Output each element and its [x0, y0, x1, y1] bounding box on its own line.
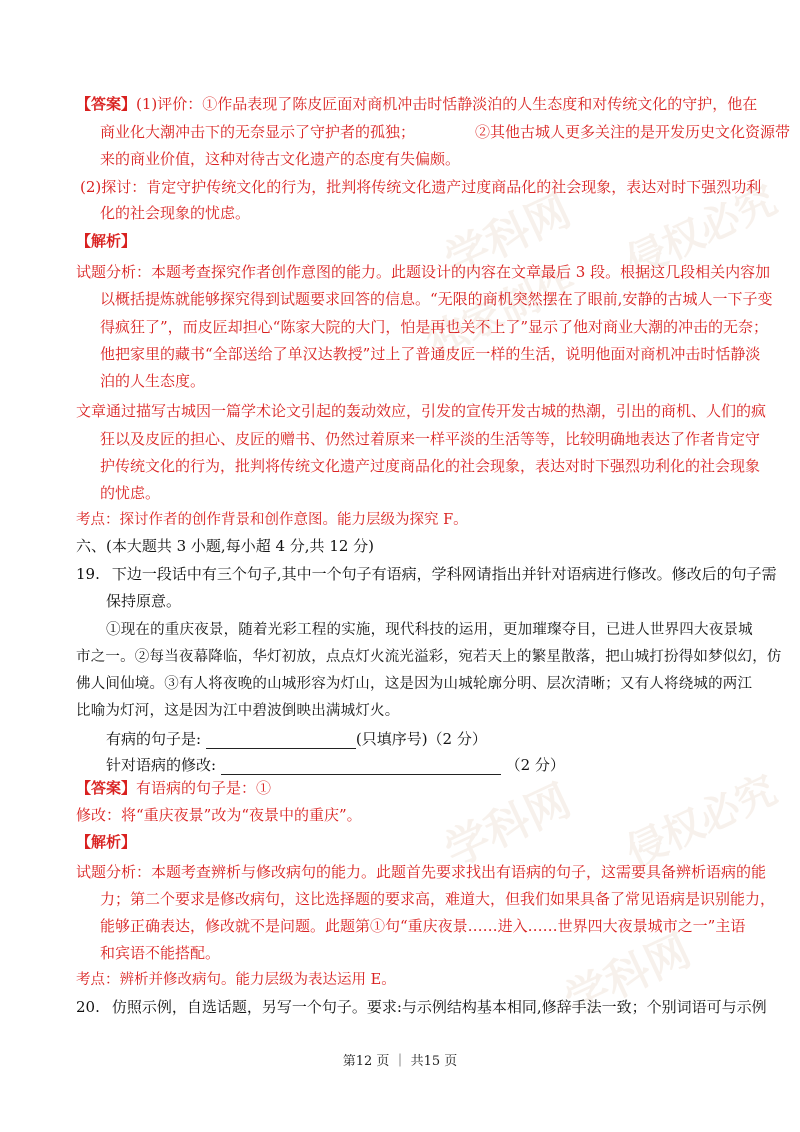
answer-1-line-3: 来的商业价值，这种对待古文化遗产的态度有失偏颇。 [100, 150, 461, 168]
passage-line: 比喻为灯河，这是因为江中碧波倒映出满城灯火。 [76, 703, 400, 719]
passage-line: ①现在的重庆夜景，随着光彩工程的实施，现代科技的运用，更加璀璨夺目，已进人世界四大夜景城 [106, 622, 753, 638]
answer-1-line-2: 商业化大潮冲击下的无奈显示了守护者的孤独； ②其他古城人更多关注的是开发历史文化资源带 [100, 123, 791, 141]
question-number: 20. [76, 998, 100, 1016]
analysis-1-line: 得疯狂了”，而皮匠却担心“陈家大院的大门，怕是再也关不上了”显示了他对商业大潮的冲击的无奈； [100, 318, 769, 336]
analysis-label: 【解析】 [76, 833, 137, 851]
analysis-1-line: 试题分析：本题考查探究作者创作意图的能力。此题设计的内容在文章最后 3 段。根据这几段相关内容加 [76, 263, 771, 281]
answer-1-line-1: 【答案】(1)评价：①作品表现了陈皮匠面对商机冲击时恬静淡泊的人生态度和对传统文化的守护，他在 [76, 95, 758, 113]
answer-1-line-5: 化的社会现象的忧虑。 [100, 204, 251, 222]
answer-2-line-2: 修改：将“重庆夜景”改为“夜景中的重庆”。 [76, 806, 362, 824]
watermark: 侵权必究 [619, 177, 784, 287]
fill-line-2: 针对语病的修改: （2 分） [106, 756, 565, 774]
analysis-1-line: 泊的人生态度。 [100, 372, 206, 390]
analysis-2-line: 能够正确表达，修改就不是问题。此题第①句“重庆夜景……进入……世界四大夜景城市之一”主语 [100, 917, 746, 935]
page-footer: 第12 页 ｜ 共15 页 [342, 1054, 458, 1069]
analysis-1-line: 文章通过描写古城因一篇学术论文引起的轰动效应，引发的宣传开发古城的热潮，引出的商机、人们的疯 [76, 402, 767, 420]
question-19-line-1: 19. 下边一段话中有三个句子,其中一个句子有语病，学科网请指出并针对语病进行修改。修改后的句子需 [76, 565, 777, 583]
section-heading: 六、(本大题共 3 小题,每小超 4 分,共 12 分) [76, 537, 375, 555]
analysis-2-line: 试题分析：本题考查辨析与修改病句的能力。此题首先要求找出有语病的句子，这需要具备辨析语病的能 [76, 863, 767, 881]
analysis-2-line: 和宾语不能搭配。 [100, 944, 221, 962]
analysis-1-line: 狂以及皮匠的担心、皮匠的赠书、仍然过着原来一样平淡的生活等等，比较明确地表达了作者肯定守 [100, 430, 761, 448]
watermark: 学科网 [437, 185, 579, 288]
kaodian-1: 考点：探讨作者的创作背景和创作意图。能力层级为探究 F。 [76, 512, 468, 528]
answer-label: 【答案】 [76, 95, 137, 113]
passage-line: 佛人间仙境。③有人将夜晚的山城形容为灯山，这是因为山城轮廓分明、层次清晰；又有人将绕城的两江 [76, 676, 753, 692]
kaodian-2: 考点：辨析并修改病句。能力层级为表达运用 E。 [76, 972, 396, 988]
analysis-label: 【解析】 [76, 232, 137, 250]
answer-label: 【答案】 [76, 779, 137, 797]
question-number: 19. [76, 565, 100, 583]
answer-blank-1[interactable] [206, 732, 356, 749]
answer-2-line-1: 【答案】有语病的句子是：① [76, 779, 272, 797]
passage-line: 市之一。②每当夜幕降临，华灯初放，点点灯火流光溢彩，宛若天上的繁星散落，把山城打扮得如梦似幻，仿 [76, 649, 782, 665]
analysis-1-line: 护传统文化的行为，批判将传统文化遗产过度商品化的社会现象，表达对时下强烈功利化的社会现象 [100, 457, 761, 475]
question-20-line-1: 20. 仿照示例，自选话题，另写一个句子。要求:与示例结构基本相同,修辞手法一致；个别词语可与示例 [76, 998, 767, 1016]
question-19-line-2: 保持原意。 [106, 592, 182, 610]
analysis-2-line: 力；第二个要求是修改病句，这比选择题的要求高，难道大，但我们如果具备了常见语病是识别能力， [100, 890, 776, 908]
answer-1-line-4: (2)探讨：肯定守护传统文化的行为，批判将传统文化遗产过度商品化的社会现象，表达对时下强烈功利 [80, 178, 762, 196]
watermark: 独家制作 [419, 257, 584, 367]
fill-line-1: 有病的句子是: (只填序号)（2 分） [106, 730, 487, 748]
watermark: 侵权必究 [619, 767, 784, 877]
watermark: 学科网 [557, 925, 699, 1028]
analysis-1-line: 的忧虑。 [100, 484, 161, 502]
watermark: 学科网 [437, 775, 579, 878]
analysis-1-line: 以概括提炼就能够探究得到试题要求回答的信息。“无限的商机突然摆在了眼前,安静的古城人一下子变 [100, 290, 773, 308]
analysis-1-line: 他把家里的藏书“全部送给了单汉达教授”过上了普通皮匠一样的生活，说明他面对商机冲击时恬静淡 [100, 345, 761, 363]
answer-blank-2[interactable] [221, 758, 501, 775]
